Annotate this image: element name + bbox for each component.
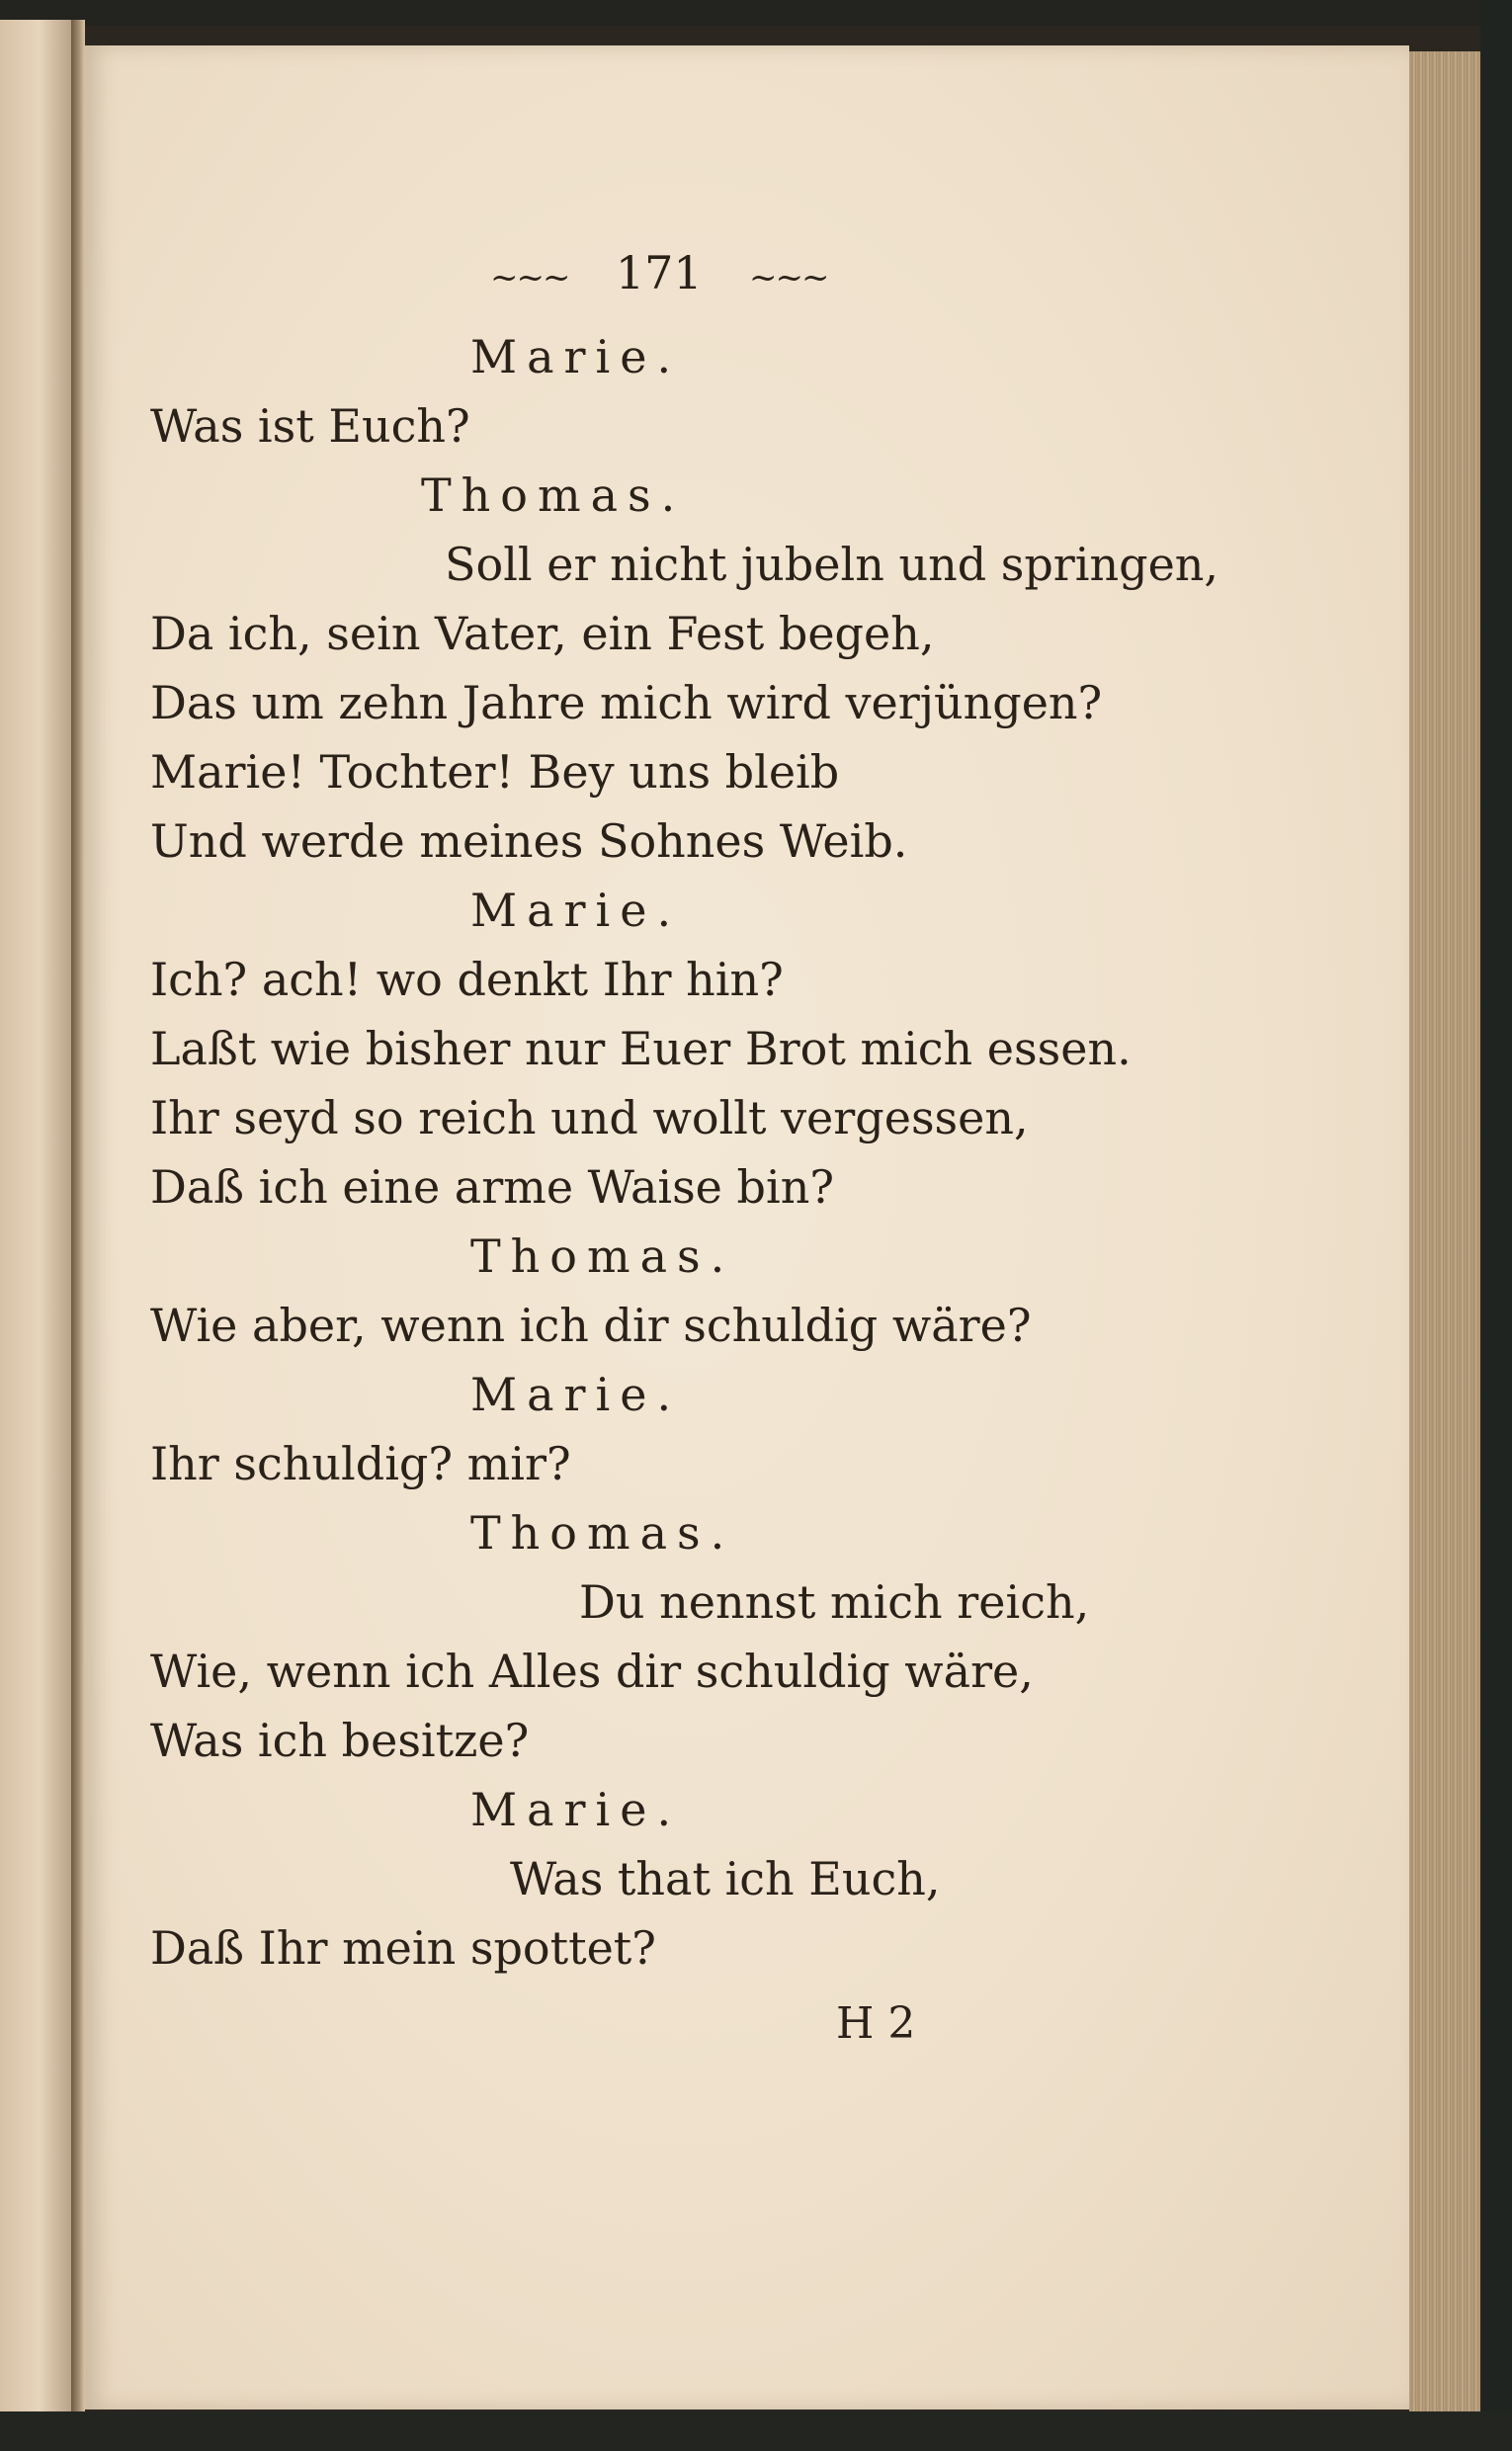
running-header <box>490 243 827 307</box>
verse-line: Wie, wenn ich Alles dir schuldig wäre, <box>150 1645 1034 1698</box>
verse-line: Was ich besitze? <box>150 1714 530 1767</box>
verse-line: Was ist Euch? <box>150 399 470 453</box>
book-page <box>85 45 1409 2409</box>
verse-line: Soll er nicht jubeln und springen, <box>445 538 1219 591</box>
page-edges-stack <box>1409 51 1480 2413</box>
verse-line: Das um zehn Jahre mich wird verjüngen? <box>150 676 1103 729</box>
speaker-label: Thomas. <box>470 1506 735 1560</box>
verse-line: Ich? ach! wo denkt Ihr hin? <box>150 953 784 1006</box>
signature-mark: H 2 <box>836 1998 916 2049</box>
cover-edge-top <box>0 0 1512 26</box>
verse-line: Und werde meines Sohnes Weib. <box>150 814 908 868</box>
verse-line: Daß ich eine arme Waise bin? <box>150 1160 834 1214</box>
verse-line: Ihr schuldig? mir? <box>150 1437 571 1490</box>
verse-line: Was that ich Euch, <box>510 1852 941 1905</box>
previous-page-edge <box>0 20 71 2431</box>
page-text <box>85 45 1409 2409</box>
header-ornament-right: ~~~ <box>749 258 828 297</box>
speaker-label: Marie. <box>470 1368 682 1421</box>
speaker-label: Thomas. <box>470 1229 735 1283</box>
verse-line: Da ich, sein Vater, ein Fest begeh, <box>150 607 935 660</box>
speaker-label: Marie. <box>470 330 682 383</box>
book-gutter <box>71 20 85 2431</box>
speaker-label: Marie. <box>470 884 682 937</box>
page-number: 171 <box>615 246 703 299</box>
speaker-label: Marie. <box>470 1783 682 1836</box>
speaker-label: Thomas. <box>421 468 686 522</box>
header-ornament-left: ~~~ <box>490 258 569 297</box>
cover-edge-right <box>1480 0 1512 2451</box>
verse-line: Wie aber, wenn ich dir schuldig wäre? <box>150 1299 1032 1352</box>
verse-line: Daß Ihr mein spottet? <box>150 1921 656 1975</box>
verse-line: Du nennst mich reich, <box>579 1575 1090 1629</box>
verse-line: Marie! Tochter! Bey uns bleib <box>150 745 840 799</box>
verse-line: Laßt wie bisher nur Euer Brot mich essen. <box>150 1022 1132 1075</box>
verse-line: Ihr seyd so reich und wollt vergessen, <box>150 1091 1029 1144</box>
cover-edge-bottom <box>0 2411 1512 2451</box>
